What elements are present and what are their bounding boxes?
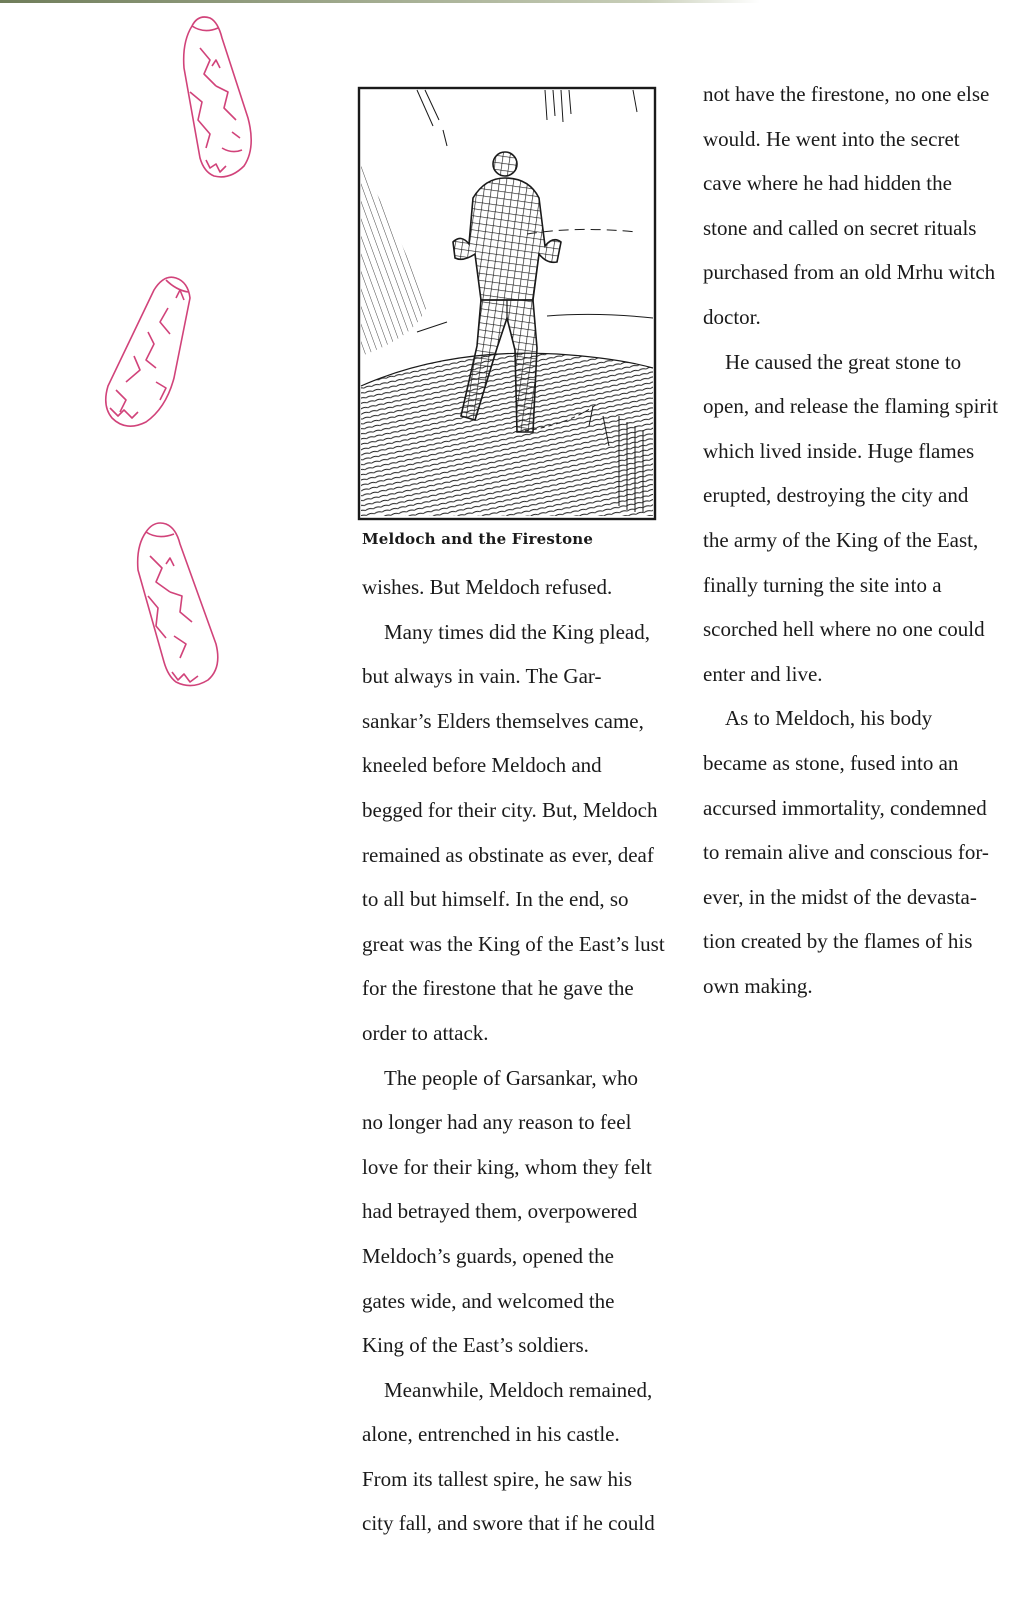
- text-line: but always in vain. The Gar-: [362, 664, 602, 689]
- text-line: Meldoch’s guards, opened the: [362, 1243, 614, 1268]
- figure-caption: Meldoch and the Firestone: [362, 530, 594, 548]
- text-line: became as stone, fused into an: [703, 750, 959, 775]
- text-line: love for their king, whom they felt: [362, 1154, 652, 1179]
- text-line: the army of the King of the East,: [703, 527, 979, 552]
- text-line: tion created by the flames of his: [703, 929, 973, 954]
- text-line: own making.: [703, 973, 813, 998]
- text-line: wishes. But Meldoch refused.: [362, 575, 613, 599]
- text-line: King of the East’s soldiers.: [362, 1333, 589, 1358]
- text-line: open, and release the flaming spirit: [703, 394, 999, 419]
- text-line: ever, in the midst of the devasta-: [703, 884, 977, 909]
- firestone-icon: [130, 516, 230, 691]
- text-line: for the firestone that he gave the: [362, 976, 634, 1001]
- text-line: kneeled before Meldoch and: [362, 753, 602, 778]
- paragraph: [703, 72, 1008, 340]
- text-line: city fall, and swore that if he could: [362, 1511, 655, 1536]
- text-line: Many times did the King plead,: [384, 619, 650, 644]
- right-text-column: [703, 72, 1008, 1008]
- text-line: order to attack.: [362, 1020, 489, 1045]
- text-line: The people of Garsankar, who: [384, 1065, 638, 1090]
- text-line: finally turning the site into a: [703, 572, 942, 597]
- paragraph: [362, 1056, 662, 1368]
- paragraph: [703, 696, 1008, 1008]
- text-line: would. He went into the secret: [703, 126, 960, 151]
- text-line: erupted, destroying the city and: [703, 483, 969, 508]
- text-line: Meanwhile, Meldoch remained,: [384, 1377, 653, 1402]
- text-line: From its tallest spire, he saw his: [362, 1466, 633, 1491]
- text-line: cave where he had hidden the: [703, 171, 952, 196]
- text-line: had betrayed them, overpowered: [362, 1199, 638, 1224]
- left-text-column: [362, 565, 665, 1546]
- text-line: purchased from an old Mrhu witch: [703, 260, 996, 285]
- paragraph: [362, 1368, 662, 1546]
- text-line: remained as obstinate as ever, deaf: [362, 842, 654, 867]
- text-line: not have the firestone, no one else: [703, 82, 990, 106]
- text-line: which lived inside. Huge flames: [703, 438, 975, 463]
- text-line: begged for their city. But, Meldoch: [362, 797, 658, 822]
- top-border-rule: [0, 0, 760, 3]
- text-line: scorched hell where no one could: [703, 617, 985, 642]
- paragraph: [703, 340, 1008, 697]
- paragraph: [362, 565, 662, 610]
- text-line: doctor.: [703, 304, 761, 329]
- text-line: gates wide, and welcomed the: [362, 1288, 615, 1313]
- text-line: to all but himself. In the end, so: [362, 887, 629, 912]
- text-line: He caused the great stone to: [725, 349, 962, 374]
- text-line: to remain alive and conscious for-: [703, 840, 989, 865]
- text-line: no longer had any reason to feel: [362, 1110, 632, 1135]
- text-line: stone and called on secret rituals: [703, 215, 977, 240]
- text-line: enter and live.: [703, 661, 823, 686]
- text-line: accursed immortality, condemned: [703, 795, 987, 820]
- firestone-icon: [170, 8, 270, 188]
- text-line: alone, entrenched in his castle.: [362, 1422, 620, 1447]
- text-line: great was the King of the East’s lust: [362, 931, 665, 956]
- paragraph: [362, 610, 665, 1056]
- firestone-icon: [96, 268, 206, 438]
- meldoch-illustration: [357, 86, 657, 521]
- text-line: sankar’s Elders themselves came,: [362, 708, 644, 733]
- text-line: As to Meldoch, his body: [725, 706, 933, 731]
